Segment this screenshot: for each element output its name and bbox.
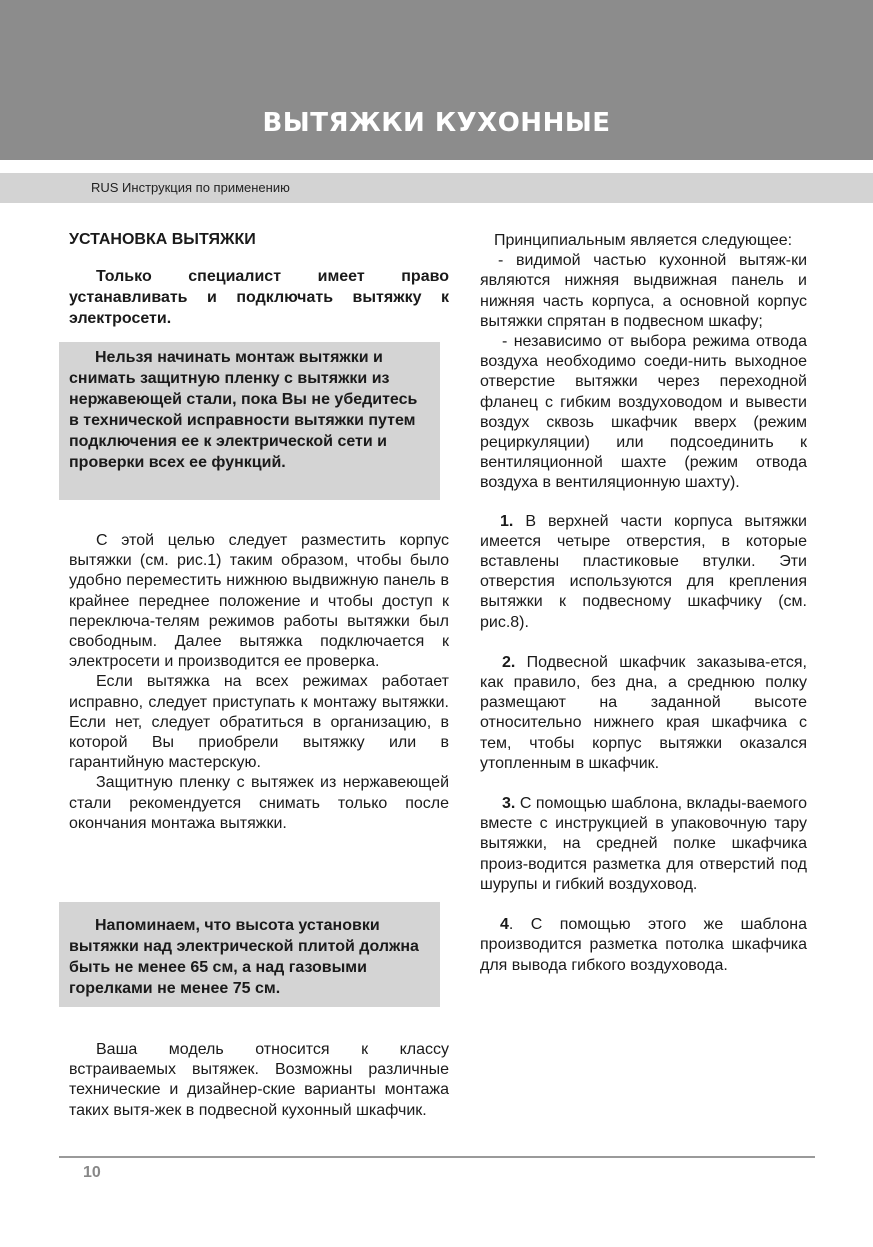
footer-divider [59,1156,815,1158]
intro-bold-paragraph: Только специалист имеет право устанавливать и подключать вытяжку к электросети. [69,268,449,327]
bullet-item: - видимой частью кухонной вытяж-ки являются нижняя выдвижная панель и нижняя часть корпуса, а основной корпус вытяжки спрятан в подвесном шкафу; [480,252,807,330]
paragraph: С этой целью следует разместить корпус вытяжки (см. рис.1) таким образом, чтобы было удобно переместить нижнюю выдвижную панель в крайнее переднее положение и чтобы доступ к переключа-телям режимов работы вытяжки был свободным. Далее вытяжка подключается к электросети и производится ее проверка. [69,532,449,671]
page-number: 10 [83,1164,101,1181]
bullet-item: - независимо от выбора режима отвода воздуха необходимо соеди-нить выходное отверстие вытяжки через переходной фланец с гибким воздуховодом и вывести воздух сквозь шкафчик вверх (режим рециркуляции) или подсоединить к вентиляционной шахте (режим отвода воздуха в вентиляционную шахту). [480,333,807,492]
step-text: Подвесной шкафчик заказыва-ется, как правило, без дна, а среднюю полку размещают на заданной высоте относительно нижнего края шкафчика с тем, чтобы корпус вытяжки оказался утопленным в шкафчик. [480,653,807,772]
warning-box [59,342,440,500]
step-number: 3. [502,795,516,813]
step-number: 4 [500,916,509,934]
step-2 [480,653,807,774]
step-4 [480,915,807,976]
step-text: . С помощью этого же шаблона производится разметка потолка шкафчика для вывода гибкого воздуховода. [480,916,807,974]
step-3 [480,794,807,895]
step-number: 2. [502,653,516,671]
step-text: В верхней части корпуса вытяжки имеется четыре отверстия, в которые вставлены пластиковые втулки. Эти отверстия используются для крепления вытяжки к подвесному шкафчику (см. рис.8). [480,512,807,631]
paragraph: Ваша модель относится к классу встраиваемых вытяжек. Возможны различные технические и дизайнер-ские варианты монтажа таких вытя-жек в подвесной кухонный шкафчик. [69,1041,449,1119]
page-title: ВЫТЯЖКИ КУХОННЫЕ [262,108,611,138]
step-1 [480,512,807,633]
paragraph: Принципиальным является следующее: [494,232,793,249]
subtitle-bar [0,173,873,203]
right-column [480,231,807,976]
left-body-2 [69,1040,449,1121]
left-body-1 [69,531,449,834]
section-heading: УСТАНОВКА ВЫТЯЖКИ [69,231,256,248]
header-banner [0,0,873,160]
reminder-box [59,902,440,1007]
step-number: 1. [500,512,514,530]
warning-text: Нельзя начинать монтаж вытяжки и снимать защитную пленку с вытяжки из нержавеющей стали, пока Вы не убедитесь в технической исправности вытяжки путем подключения ее к электрической сети и проверки всех ее функций. [69,349,418,471]
step-text: С помощью шаблона, вклады-ваемого вместе с инструкцией в упаковочную тару вытяжки, на средней полке шкафчика произ-водится разметка для отверстий под шурупы и гибкий воздуховод. [480,795,807,893]
paragraph: Если вытяжка на всех режимах работает исправно, следует приступать к монтажу вытяжки. Если нет, следует обратиться в организацию, в которой Вы приобрели вытяжку или в гарантийную мастерскую. [69,673,449,772]
reminder-text: Напоминаем, что высота установки вытяжки над электрической плитой должна быть не менее 65 см, а над газовыми горелками не менее 75 см. [69,917,419,997]
paragraph: Защитную пленку с вытяжек из нержавеющей стали рекомендуется снимать только после окончания монтажа вытяжки. [69,774,449,832]
subtitle: RUS Инструкция по применению [91,180,290,195]
